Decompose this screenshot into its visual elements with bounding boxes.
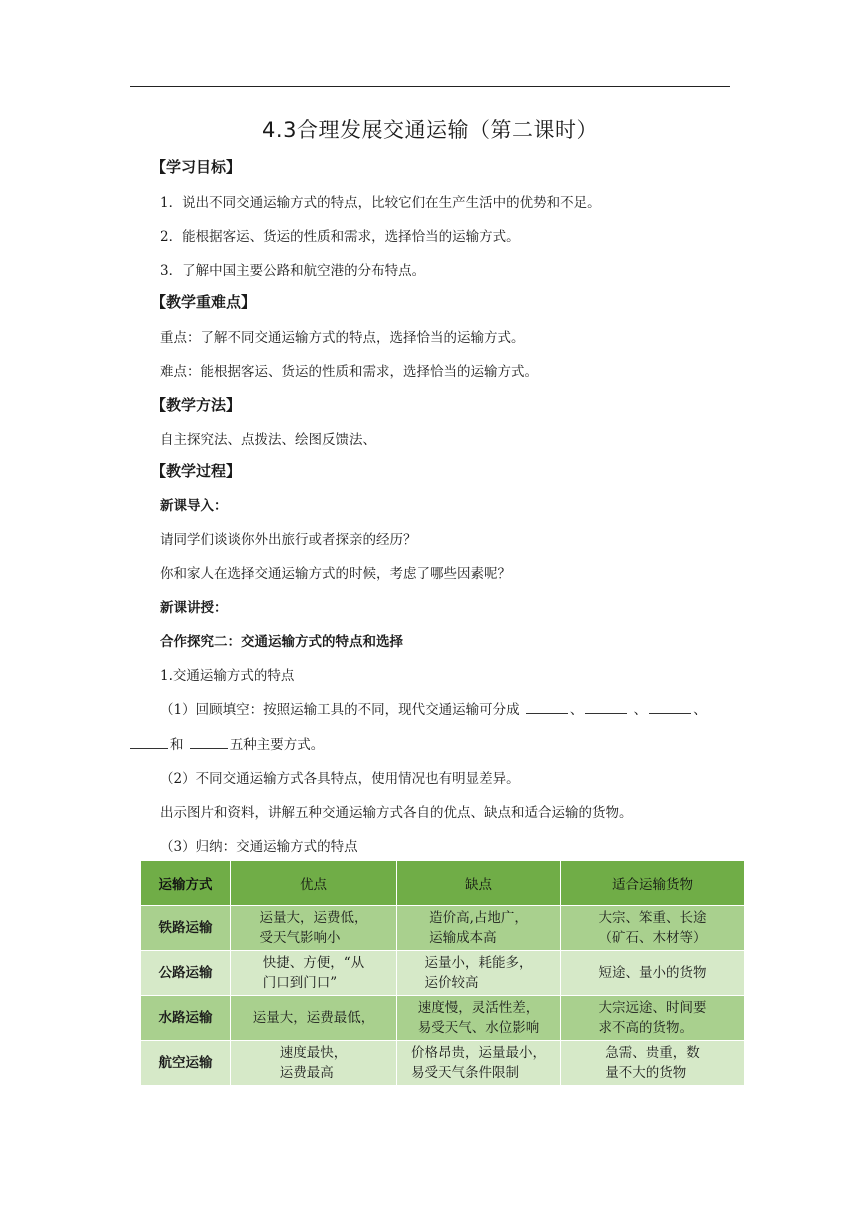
header-rule [130,86,730,87]
row-cons [397,951,561,996]
fill-in-prompt: （1）回顾填空：按照运输工具的不同，现代交通运输可分成 [160,702,520,718]
point-1: 1.交通运输方式的特点 [160,668,295,684]
pro-line: 运费最高 [279,1065,334,1081]
inquiry-heading: 合作探究二：交通运输方式的特点和选择 [160,634,403,650]
con-line: 速度慢，灵活性差， [417,1000,540,1016]
row-goods [561,951,745,996]
page-title: 4.3合理发展交通运输（第二课时） [262,118,598,142]
table-row [141,996,745,1041]
pro-line: 速度最快， [279,1045,348,1061]
table-row [141,1041,745,1086]
fill-separator: 、 [569,702,584,718]
transport-table [140,860,745,1086]
header-pros: 优点 [231,861,397,906]
row-goods [561,996,745,1041]
method-text: 自主探究法、点拨法、绘图反馈法、 [160,432,376,448]
table-header-row [141,861,745,906]
row-cons [397,906,561,951]
con-line: 易受天气、水位影响 [417,1020,540,1036]
goal-1: 1．说出不同交通运输方式的特点，比较它们在生产生活中的优势和不足。 [160,195,601,211]
goal-2: 2．能根据客运、货运的性质和需求，选择恰当的运输方式。 [160,229,520,245]
goods-line: 量不大的货物 [605,1065,687,1081]
row-mode: 公路运输 [141,951,231,996]
fill-and: 和 [170,737,184,753]
row-cons [397,1041,561,1086]
con-line: 价格昂贵，运量最小， [411,1045,546,1061]
goods-line: 求不高的货物。 [598,1020,693,1036]
pro-line: 快捷、方便，“从 [262,955,365,971]
fill-blank-4[interactable] [130,735,168,749]
pro-line: 运量大，运费最低， [252,1010,375,1026]
table-row [141,906,745,951]
fill-separator: 、 [693,702,707,718]
con-line: 运价较高 [424,975,479,991]
row-pros [231,906,397,951]
key-point: 重点：了解不同交通运输方式的特点，选择恰当的运输方式。 [160,330,525,346]
fill-in-line [160,698,707,718]
pro-line: 运量大，运费低， [259,910,368,926]
goods-line: 急需、贵重，数 [605,1045,700,1061]
fill-separator: 、 [629,702,648,718]
row-pros [231,996,397,1041]
row-cons [397,996,561,1041]
con-line: 易受天气条件限制 [411,1065,519,1081]
con-line: 运输成本高 [429,930,497,946]
row-mode: 水路运输 [141,996,231,1041]
goods-line: 短途、量小的货物 [598,965,707,981]
row-goods [561,1041,745,1086]
fill-blank-1[interactable] [526,700,568,714]
fill-blank-2[interactable] [585,700,627,714]
difficult-point: 难点：能根据客运、货运的性质和需求，选择恰当的运输方式。 [160,364,538,380]
header-goods: 适合运输货物 [561,861,745,906]
row-mode: 航空运输 [141,1041,231,1086]
goal-3: 3．了解中国主要公路和航空港的分布特点。 [160,263,426,279]
fill-in-line-2 [130,733,324,753]
header-mode: 运输方式 [141,861,231,906]
row-mode: 铁路运输 [141,906,231,951]
goods-line: 大宗、笨重、长途 [598,910,707,926]
goals-heading: 【学习目标】 [151,158,242,176]
row-pros [231,951,397,996]
pro-line: 门口到门口” [262,975,338,991]
step-3: （3）归纳：交通运输方式的特点 [160,839,358,855]
method-heading: 【教学方法】 [151,396,242,414]
pro-line: 受天气影响小 [259,930,341,946]
intro-question-1: 请同学们谈谈你外出旅行或者探亲的经历？ [160,532,417,548]
row-goods [561,906,745,951]
goods-line: 大宗远途、时间要 [598,1000,707,1016]
process-heading: 【教学过程】 [151,462,242,480]
step-show: 出示图片和资料，讲解五种交通运输方式各自的优点、缺点和适合运输的货物。 [160,805,633,821]
header-cons: 缺点 [397,861,561,906]
intro-heading: 新课导入： [160,498,228,514]
fill-blank-5[interactable] [190,735,228,749]
con-line: 造价高,占地广， [429,910,528,926]
step-2: （2）不同交通运输方式各具特点，使用情况也有明显差异。 [160,771,520,787]
goods-line: （矿石、木材等） [598,930,707,946]
table-row [141,951,745,996]
fill-blank-3[interactable] [649,700,691,714]
con-line: 运量小，耗能多， [424,955,533,971]
keypoints-heading: 【教学重难点】 [151,293,257,311]
intro-question-2: 你和家人在选择交通运输方式的时候，考虑了哪些因素呢？ [160,566,511,582]
fill-suffix: 五种主要方式。 [229,737,325,753]
row-pros [231,1041,397,1086]
lecture-heading: 新课讲授： [160,600,228,616]
